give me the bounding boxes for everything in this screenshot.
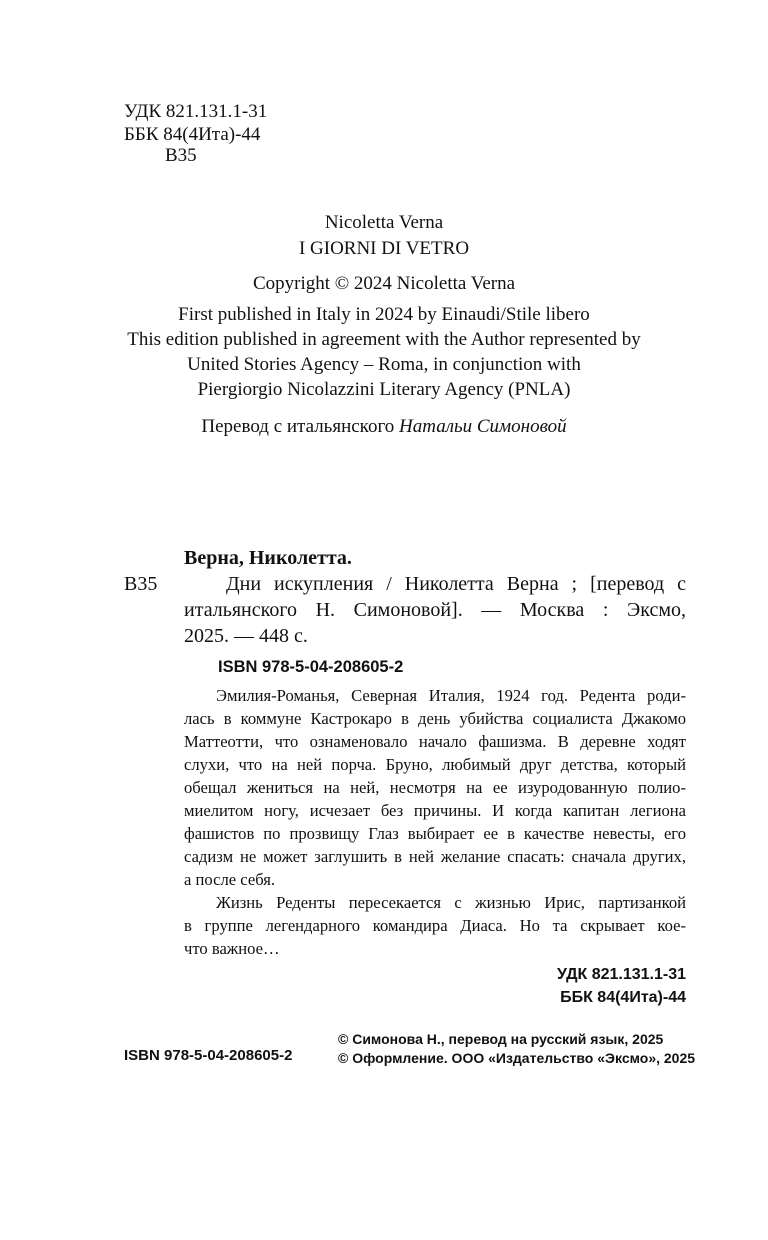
copyright-line: Copyright © 2024 Nicoletta Verna — [252, 273, 516, 294]
annotation-line: лась в коммуне Кастрокаро в день убийства социалиста Джакомо — [184, 709, 686, 728]
annotation-line: миелитом ногу, исчезает без причины. И когда капитан легиона — [184, 801, 686, 820]
card-isbn: ISBN 978-5-04-208605-2 — [218, 658, 404, 676]
card-code: В35 — [124, 573, 158, 595]
rights-line: United Stories Agency – Roma, in conjunction with — [187, 354, 581, 375]
annotation-line: а после себя. — [184, 870, 276, 889]
annotation-line: Эмилия-Романья, Северная Италия, 1924 год. Редента роди- — [216, 686, 686, 705]
udk-code: УДК 821.131.1-31 — [124, 101, 268, 122]
annotation-line: фашистов по прозвищу Глаз выбирает ее в качестве невесты, его — [184, 824, 686, 843]
card-bbk: ББК 84(4Ита)-44 — [560, 989, 686, 1006]
translation-credit — [0, 414, 768, 440]
annotation-line: что важное… — [184, 939, 280, 958]
card-description-line: Дни искупления / Николетта Верна ; [перевод с — [226, 573, 686, 595]
copyright-design: © Оформление. ООО «Издательство «Эксмо», 2025 — [338, 1050, 696, 1066]
rights-line: Piergiorgio Nicolazzini Literary Agency (PNLA) — [197, 379, 571, 400]
annotation-line: Жизнь Реденты пересекается с жизнью Ирис, партизанкой — [216, 893, 686, 912]
original-author: Nicoletta Verna — [324, 212, 444, 233]
card-description-line: 2025. — 448 с. — [184, 625, 308, 647]
annotation-line: в группе легендарного командира Диаса. Но та скрывает кое- — [184, 916, 686, 935]
bbk-code: ББК 84(4Ита)-44 — [124, 124, 261, 145]
footer-isbn: ISBN 978-5-04-208605-2 — [124, 1047, 293, 1064]
rights-line: This edition published in agreement with the Author represented by — [127, 329, 641, 350]
card-author-heading: Верна, Николетта. — [184, 547, 352, 569]
copyright-translation: © Симонова Н., перевод на русский язык, 2025 — [338, 1031, 664, 1047]
author-mark: В35 — [165, 145, 197, 166]
card-description-line: итальянского Н. Симоновой]. — Москва : Эксмо, — [184, 599, 686, 621]
rights-line: First published in Italy in 2024 by Einaudi/Stile libero — [178, 304, 590, 325]
translation-label: Перевод с итальянского — [201, 416, 395, 437]
annotation-line: обещал жениться на ней, несмотря на ее изуродованную полио- — [184, 778, 686, 797]
card-udk: УДК 821.131.1-31 — [556, 966, 686, 983]
translator-name: Натальи Симоновой — [399, 416, 567, 437]
annotation-line: садизм не может заглушить в ней желание спасать: сначала других, — [184, 847, 686, 866]
original-title: I GIORNI DI VETRO — [298, 238, 470, 259]
annotation-line: слухи, что на ней порча. Бруно, любимый друг детства, который — [184, 755, 686, 774]
annotation-line: Маттеотти, что ознаменовало начало фашизма. В деревне ходят — [184, 732, 686, 751]
